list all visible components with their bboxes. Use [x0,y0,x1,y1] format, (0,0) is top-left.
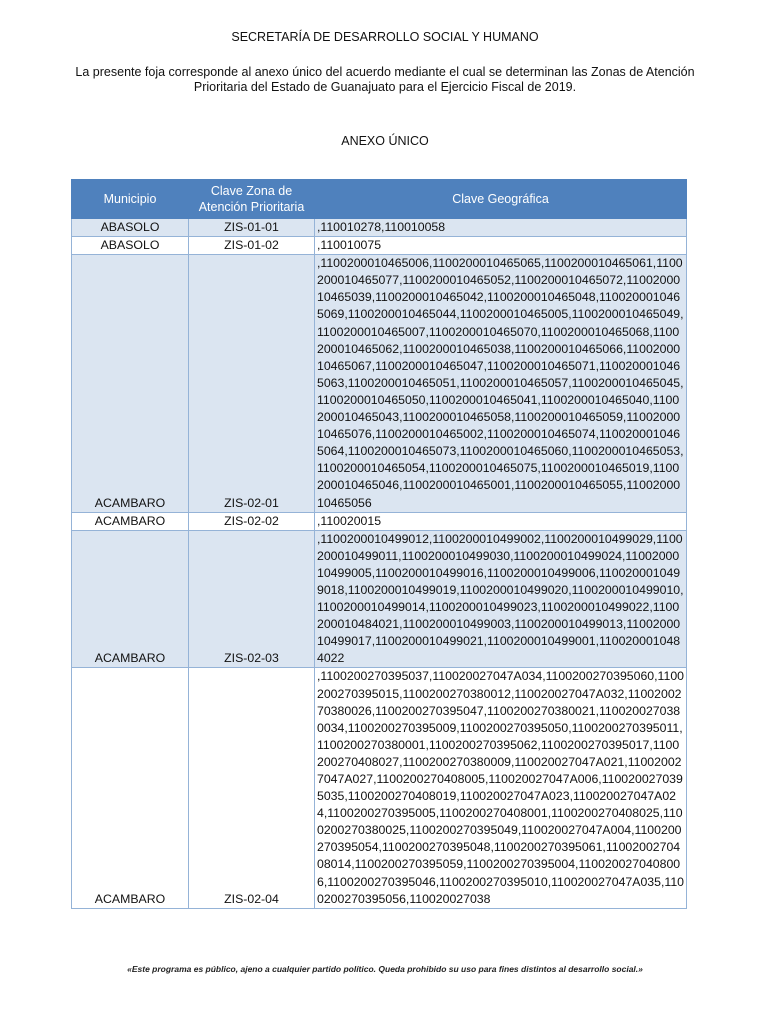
municipio-cell: ACAMBARO [72,512,189,530]
footer-disclaimer: «Este programa es público, ajeno a cualquier partido político. Queda prohibido su uso para fines distintos al desarrollo social.» [127,964,643,974]
table-row [72,512,687,530]
table-body [72,219,687,909]
clave-geografica-cell: ,110020015 [315,512,687,530]
municipio-cell: ABASOLO [72,219,189,237]
clave-geografica-cell: ,110010278,110010058 [315,219,687,237]
table-row [72,668,687,908]
annex-title: ANEXO ÚNICO [341,134,429,148]
municipio-cell: ABASOLO [72,237,189,255]
clave-geografica-cell: ,110010075 [315,237,687,255]
table-row [72,255,687,512]
zona-cell: ZIS-01-01 [189,219,315,237]
municipio-cell: ACAMBARO [72,255,189,512]
zona-cell: ZIS-02-01 [189,255,315,512]
table-row [72,237,687,255]
zona-cell: ZIS-02-02 [189,512,315,530]
zona-cell: ZIS-02-03 [189,530,315,668]
zona-cell: ZIS-01-02 [189,237,315,255]
municipio-cell: ACAMBARO [72,668,189,908]
table-header-row [72,180,687,219]
intro-paragraph: La presente foja corresponde al anexo único del acuerdo mediante el cual se determinan las Zonas de Atención Prioritaria del Estado de Guanajuato para el Ejercicio Fiscal de 2019. [75,65,695,94]
table-row [72,219,687,237]
zona-cell: ZIS-02-04 [189,668,315,908]
column-header-municipio: Municipio [72,180,189,219]
clave-geografica-cell: ,1100200010465006,1100200010465065,1100200010465061,1100200010465077,1100200010465052,1100200010465072,1100200010465039,1100200010465042,1100200010465048,1100200010465069,1100200010465044,1100200010465005,1100200010465049,1100200010465007,1100200010465070,1100200010465068,1100200010465062,1100200010465038,1100200010465066,1100200010465067,1100200010465047,1100200010465071,1100200010465063,1100200010465051,1100200010465057,1100200010465045,1100200010465050,1100200010465041,1100200010465040,1100200010465043,1100200010465058,1100200010465059,1100200010465076,1100200010465002,1100200010465074,1100200010465064,1100200010465073,1100200010465060,1100200010465053,1100200010465054,1100200010465075,1100200010465019,1100200010465046,1100200010465001,1100200010465055,1100200010465056 [315,255,687,512]
department-title: SECRETARÍA DE DESARROLLO SOCIAL Y HUMANO [231,30,539,44]
clave-geografica-cell: ,1100200010499012,1100200010499002,1100200010499029,1100200010499011,1100200010499030,1100200010499024,1100200010499005,1100200010499016,1100200010499006,1100200010499018,1100200010499019,1100200010499020,1100200010499010,1100200010499014,1100200010499023,1100200010499022,1100200010484021,1100200010499003,1100200010499013,1100200010499017,1100200010499021,1100200010499001,1100200010484022 [315,530,687,668]
municipio-cell: ACAMBARO [72,530,189,668]
table-row [72,530,687,668]
clave-geografica-cell: ,1100200270395037,110020027047A034,1100200270395060,1100200270395015,1100200270380012,110020027047A032,1100200270380026,1100200270395047,1100200270380021,1100200270380034,1100200270395009,1100200270395050,1100200270395011,1100200270380001,1100200270395062,1100200270395017,1100200270408027,1100200270380009,110020027047A021,110020027047A027,1100200270408005,110020027047A006,1100200270395035,1100200270408019,110020027047A023,110020027047A024,1100200270395005,1100200270408001,1100200270408025,1100200270380025,1100200270395049,110020027047A004,1100200270395054,1100200270395048,1100200270395061,1100200270408014,1100200270395059,1100200270395004,1100200270408006,1100200270395046,1100200270395010,110020027047A035,1100200270395056,110020027038 [315,668,687,908]
zones-table [71,179,687,909]
column-header-clave-geografica: Clave Geográfica [315,180,687,219]
column-header-clave-zona: Clave Zona de Atención Prioritaria [189,180,315,219]
